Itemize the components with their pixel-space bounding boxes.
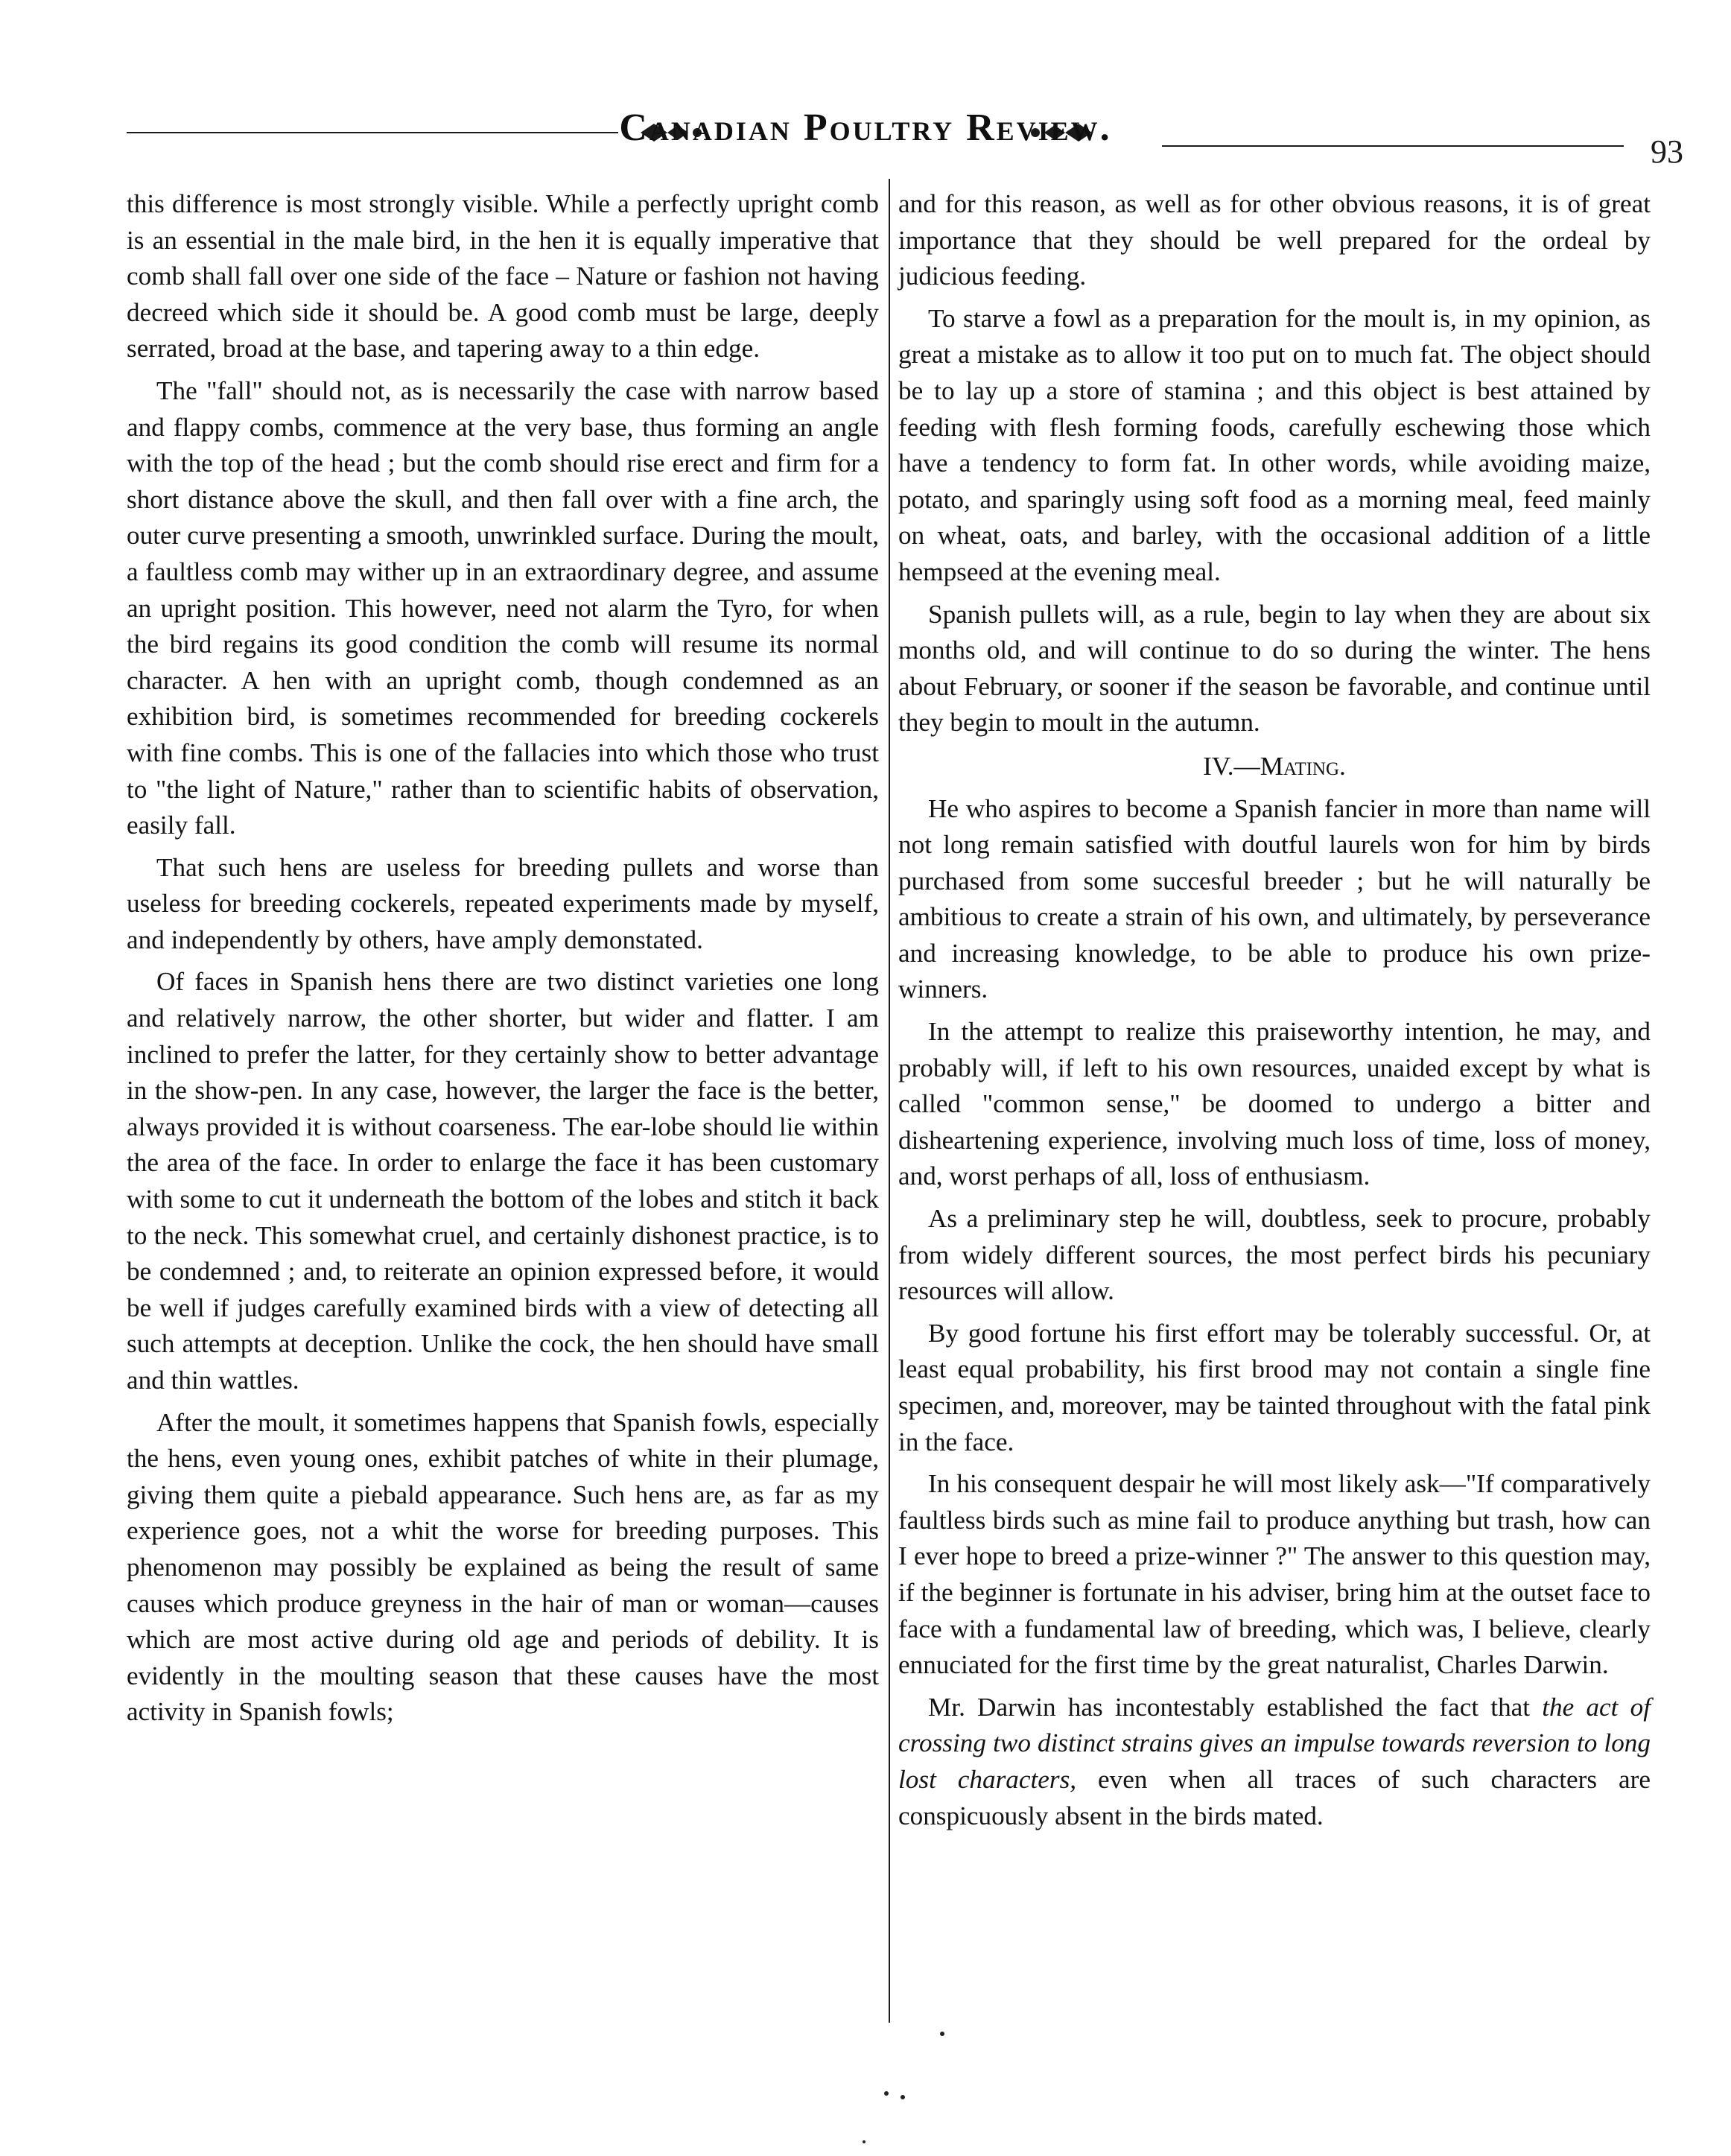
left-column	[127, 186, 879, 1737]
italic-quote: the act of crossing two distinct strains gives an impulse towards reversion to long lost characters,	[898, 1692, 1651, 1794]
section-heading	[898, 749, 1651, 785]
paragraph-text: Mr. Darwin has incontestably established the fact that	[928, 1692, 1543, 1722]
paragraph: The "fall" should not, as is necessarily the case with narrow based and flappy combs, commence at the very base, thus forming an angle with the top of the head ; but the comb should rise erect and firm for a short distance above the skull, and then fall over with a fine arch, the outer curve presenting a smooth, unwrinkled surface. During the moult, a faultless comb may wither up in an extraordinary degree, and assume an upright position. This however, need not alarm the Tyro, for when the bird regains its good condition the comb will resume its normal character. A hen with an upright comb, though condemned as an exhibition bird, is sometimes recommended for breeding cockerels with fine combs. This is one of the fallacies into which those who trust to "the light of Nature," rather than to scientific habits of observation, easily fall.	[127, 375, 879, 840]
masthead-title: Canadian Poultry Review.	[619, 107, 1112, 149]
paragraph	[898, 1690, 1651, 1834]
paragraph: By good fortune his first effort may be tolerably successful. Or, at least equal probability, his first brood may not contain a single fine specimen, and, moreover, may be tainted throughout with the fatal pink in the face.	[898, 1318, 1651, 1456]
print-specks	[0, 2011, 1731, 2146]
paragraph-text: even when all traces of such characters are conspicuously absent in the birds mated.	[898, 1764, 1651, 1830]
paragraph: That such hens are useless for breeding pullets and worse than useless for breeding cockerels, repeated experiments made by myself, and independently by others, have amply demonstated.	[127, 852, 879, 954]
section-heading-number: IV.—	[1203, 751, 1260, 781]
paragraph: Of faces in Spanish hens there are two distinct varieties one long and relatively narrow, the other shorter, but wider and flatter. I am inclined to prefer the latter, for they certainly show to better advantage in the show-pen. In any case, however, the larger the face is the better, always provided it is without coarseness. The ear-lobe should lie within the area of the face. In order to enlarge the face it has been customary with some to cut it underneath the bottom of the lobes and stitch it back to the neck. This somewhat cruel, and certainly dishonest practice, is to be condemned ; and, to reiterate an opinion expressed before, it would be well if judges carefully examined birds with a view of detecting all such attempts at deception. Unlike the cock, the hen should have small and thin wattles.	[127, 967, 879, 1395]
masthead	[0, 0, 1731, 179]
paragraph: and for this reason, as well as for other obvious reasons, it is of great importance that they should be well prepared for the ordeal by judicious feeding.	[898, 189, 1651, 291]
paragraph: this difference is most strongly visible. While a perfectly upright comb is an essential in the male bird, in the hen it is equally imperative that comb shall fall over one side of the face – Nature or fashion not having decreed which side it should be. A good comb must be large, deeply serrated, broad at the base, and tapering away to a thin edge.	[127, 189, 879, 364]
right-column	[898, 186, 1651, 1840]
paragraph: To starve a fowl as a preparation for the moult is, in my opinion, as great a mistake as to allow it too put on to much fat. The object should be to lay up a store of stamina ; and this object is best attained by feeding with flesh forming foods, carefully eschewing those which have a tendency to form fat. In other words, while avoiding maize, potato, and sparingly using soft food as a morning meal, feed mainly on wheat, oats, and barley, with the occasional addition of a little hempseed at the evening meal.	[898, 303, 1651, 586]
column-divider	[889, 179, 890, 2023]
paragraph: In his consequent despair he will most likely ask—"If comparatively faultless birds such as mine fail to produce anything but trash, how can I ever hope to breed a prize-winner ?" The answer to this question may, if the beginner is fortunate in his adviser, bring him at the outset face to face with a fundamental law of breeding, which was, I believe, clearly ennuciated for the first time by the great naturalist, Charles Darwin.	[898, 1469, 1651, 1680]
page-number: 93	[1651, 133, 1683, 170]
paragraph: He who aspires to become a Spanish fancier in more than name will not long remain satisfied with doutful laurels won for him by birds purchased from some succesful breeder ; but he will naturally be ambitious to create a strain of his own, and ultimately, by perseverance and increasing knowledge, to be able to produce his own prize-winners.	[898, 793, 1651, 1004]
ornament-right-icon	[0, 0, 1731, 179]
paragraph: In the attempt to realize this praiseworthy intention, he may, and probably will, if left to his own resources, unaided except by what is called "common sense," be doomed to undergo a bitter and disheartening experience, involving much loss of time, loss of money, and, worst perhaps of all, loss of enthusiasm.	[898, 1017, 1651, 1191]
paragraph: After the moult, it sometimes happens that Spanish fowls, especially the hens, even young ones, exhibit patches of white in their plumage, giving them quite a piebald appearance. Such hens are, as far as my experience goes, not a whit the worse for breeding purposes. This phenomenon may possibly be explained as being the result of same causes which produce greyness in the hair of man or woman—causes which are most active during old age and periods of debility. It is evidently in the moulting season that these causes have the most activity in Spanish fowls;	[127, 1407, 879, 1727]
section-heading-title: Mating.	[1260, 751, 1346, 781]
paragraph: As a preliminary step he will, doubtless, seek to procure, probably from widely different sources, the most perfect birds his pecuniary resources will allow.	[898, 1204, 1651, 1306]
paragraph: Spanish pullets will, as a rule, begin to lay when they are about six months old, and will continue to do so during the winter. The hens about February, or sooner if the season be favorable, and continue until they begin to moult in the autumn.	[898, 599, 1651, 738]
